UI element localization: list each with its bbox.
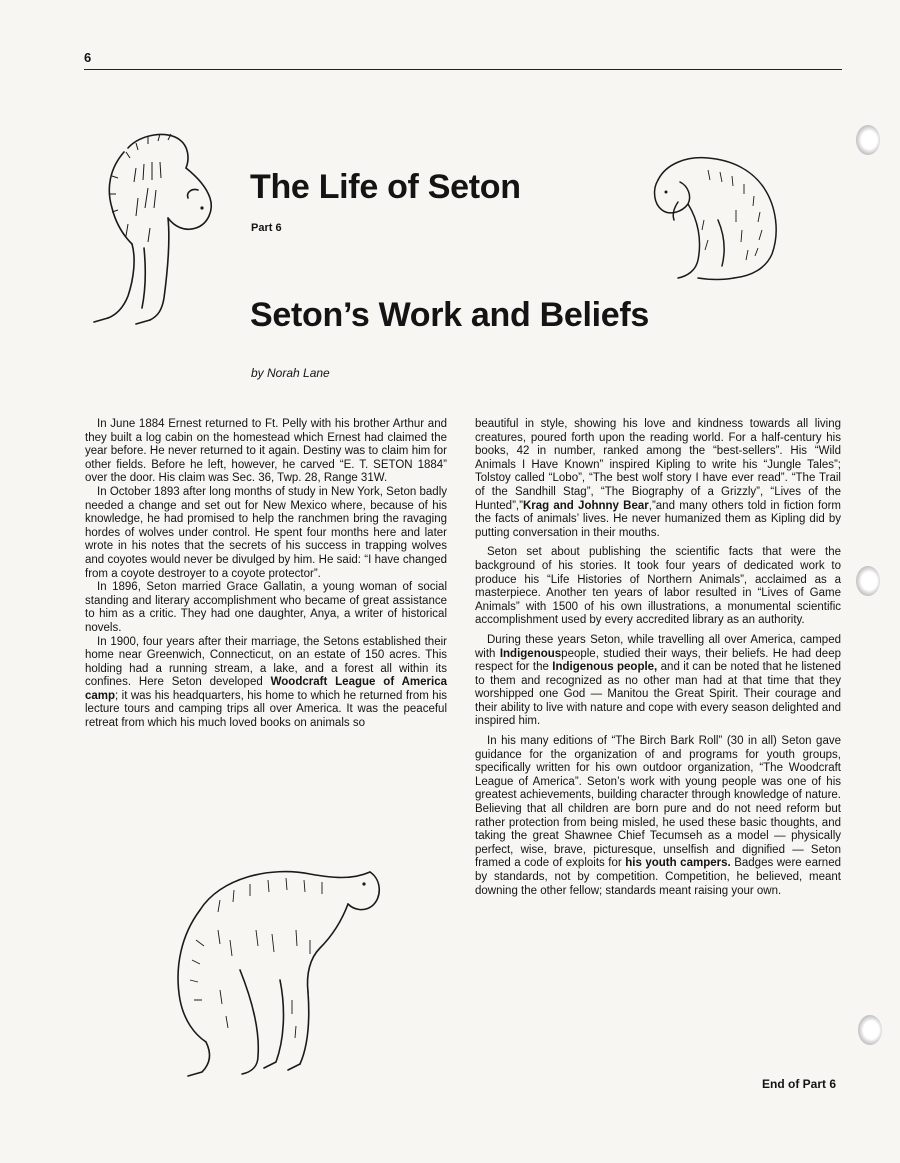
highlighted-text: Krag and Johnny Bear xyxy=(522,499,649,512)
paragraph xyxy=(475,546,841,628)
paragraph xyxy=(85,486,447,581)
binder-hole-middle xyxy=(856,566,880,596)
page-title: The Life of Seton xyxy=(250,168,521,206)
paragraph-text: ,”and many others told in fiction form the facts of animals’ lives. He never humanized them as Kipling did by putting conversation in their mouths. xyxy=(475,499,842,539)
paragraph-text: Seton set about publishing the scientific facts that were the background of his stories. It took four years of dedicated work to produce his “Life Histories of Northern Animals”, acclaimed as a masterpiece. Another ten years of labor resulted in “Lives of Game Animals” with 1500 of his own illustrations, a monumental scientific accomplishment used by every accredited library as an authority. xyxy=(475,546,841,627)
paragraph-text: In his many editions of “The Birch Bark Roll” (30 in all) Seton gave guidance for the organization of and programs for youth groups, specifically written for his own outdoor organization, “The Woodcraft League of America”. Seton’s work with young people was one of his greatest achievements, building character through knowledge of nature. Believing that all children are born pure and do not need reform but rather protection from being misled, he used these basic thoughts, and taking the great Shawnee Chief Tecumseh as a model — physically perfect, wise, brave, picturesque, unselfish and dignified — Seton framed a code of exploits for xyxy=(475,735,841,870)
paragraph-text: During these years Seton, while travelling all over America, camped with xyxy=(475,633,841,660)
binder-hole-bottom xyxy=(858,1015,882,1045)
highlighted-text: Woodcraft League of America camp xyxy=(85,676,447,702)
paragraph-text: ; it was his headquarters, his home to which he returned from his lecture tours and camping trips all over America. It was the peaceful retreat from which his much loved books on animals so xyxy=(85,689,447,730)
paragraph xyxy=(85,418,447,486)
highlighted-text: Indigenous xyxy=(499,647,562,660)
paragraph xyxy=(475,735,841,898)
paragraph-text: In June 1884 Ernest returned to Ft. Pelly with his brother Arthur and they built a log cabin on the homestead which Ernest had claimed the year before. He never returned to it again. Destiny was to claim him for other fields. Before he left, however, he carved “E. T. SETON 1884” over the door. His claim was Sec. 36, Twp. 28, Range 31W. xyxy=(85,418,447,485)
page-number: 6 xyxy=(84,50,92,65)
bear-rear-icon xyxy=(160,850,385,1082)
highlighted-text: Indigenous people, xyxy=(552,661,658,674)
paragraph xyxy=(85,581,447,635)
paragraph-text: Badges were earned by standards, not by competition. Competition, he believed, meant downing the other fellow; standards meant raising your own. xyxy=(475,857,841,897)
bear-walking-icon xyxy=(88,128,228,326)
paragraph xyxy=(475,418,841,540)
paragraph-text: In 1900, four years after their marriage, the Setons established their home near Greenwich, Connecticut, on an estate of 150 acres. This holding had a running stream, a lake, and a forest all within its confines. Here Seton developed xyxy=(85,635,447,689)
part-label: Part 6 xyxy=(251,222,282,234)
paragraph-text: In 1896, Seton married Grace Gallatin, a young woman of social standing and literary accomplishment who became of great assistance to him as a critic. They had one daughter, Anya, a writer of historical novels. xyxy=(85,581,447,634)
end-note: End of Part 6 xyxy=(762,1077,837,1091)
right-column xyxy=(475,418,841,898)
paragraph-text: and it can be noted that he listened to them and recognized as no other man had at that time that they worshipped one God — Manitou the Great Spirit. Their courage and their ability to live with nature and cope with every season delighted and inspired him. xyxy=(475,661,841,728)
paragraph-text: beautiful in style, showing his love and kindness towards all living creatures, poured forth upon the reading world. For a half-century his books, 42 in number, ranked among the “best-sellers”. His “Wild Animals I Have Known” inspired Kipling to write his “Jungle Tales”; Tolstoy called “Lobo”, “The best wolf story I have ever read”. “The Trail of the Sandhill Stag”, “The Biography of a Grizzly”, “Lives of the Hunted”,” xyxy=(475,418,841,512)
paragraph xyxy=(475,634,841,729)
paragraph-text: In October 1893 after long months of study in New York, Seton badly needed a change and set out for New Mexico where, because of his knowledge, he had promised to help the ranchmen bring the ravaging hordes of wolves under control. He spent four months here and later wrote in his notes that the secrets of his success in trapping wolves and coyotes would never be divulged by him. He said: “I have changed from a coyote destroyer to a coyote protector”. xyxy=(85,485,447,580)
bear-walking-illustration xyxy=(88,128,228,326)
paragraph-text: people, studied their ways, their beliefs. He had deep respect for the xyxy=(475,647,841,674)
byline: by Norah Lane xyxy=(251,366,330,380)
paragraph xyxy=(85,636,447,731)
highlighted-text: his youth campers. xyxy=(625,857,731,870)
bear-rear-illustration xyxy=(160,850,385,1082)
left-column xyxy=(85,418,447,731)
binder-hole-top xyxy=(856,125,880,155)
bear-sitting-illustration xyxy=(648,150,788,284)
header-rule xyxy=(84,69,842,70)
page-subtitle: Seton’s Work and Beliefs xyxy=(250,296,650,334)
bear-sitting-icon xyxy=(648,150,788,284)
